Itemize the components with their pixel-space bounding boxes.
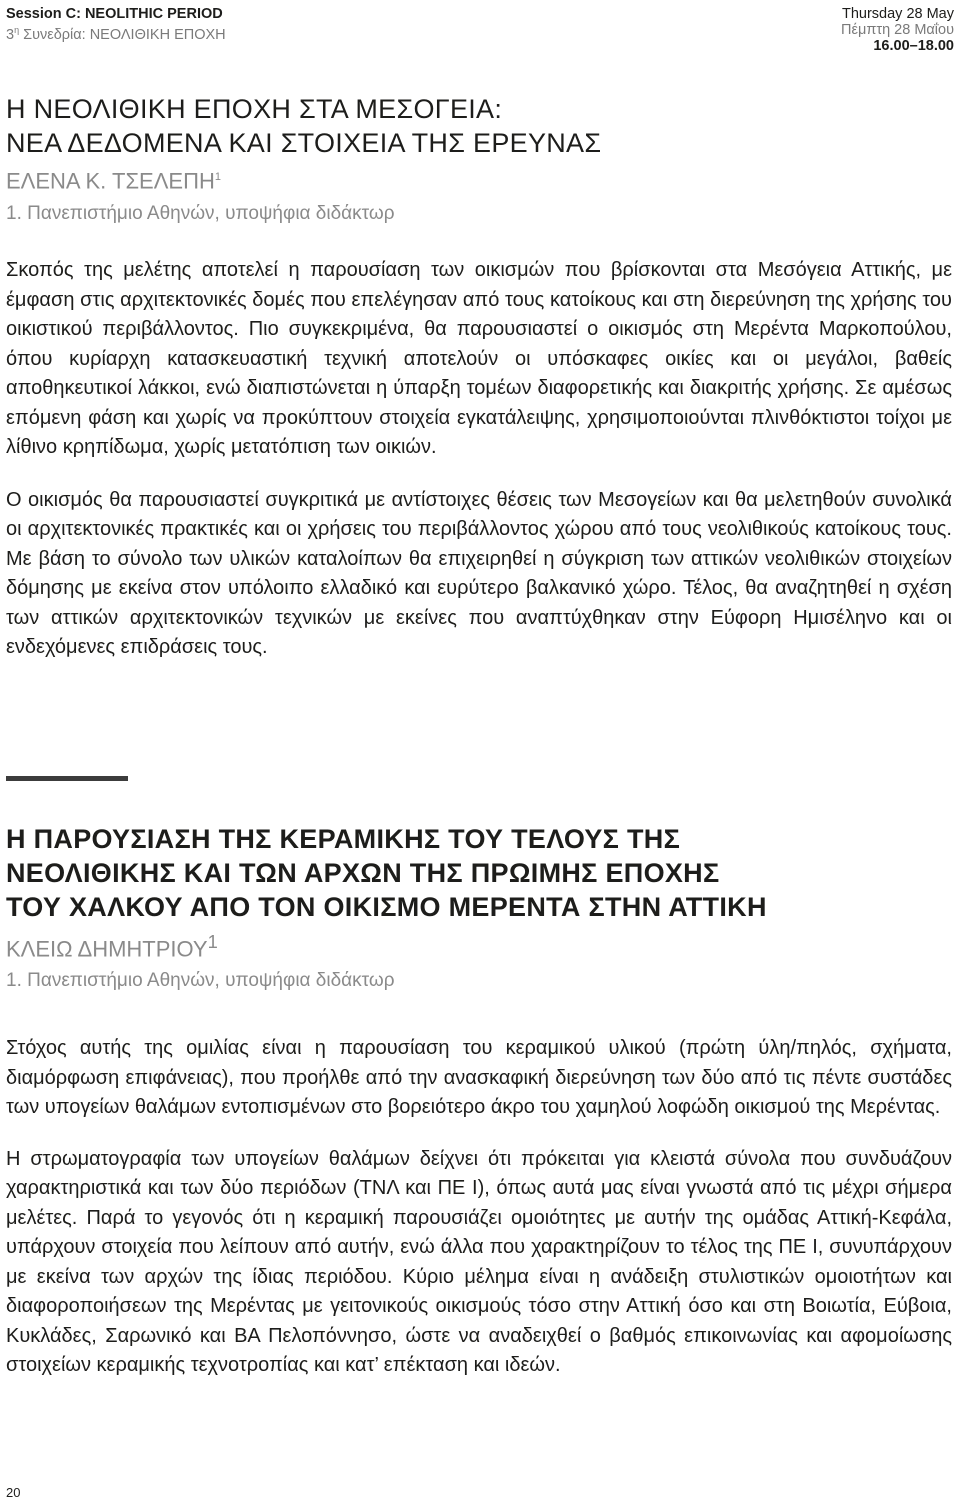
article-1-author-name: ΕΛΕΝΑ Κ. ΤΣΕΛΕΠΗ [6,168,215,194]
page-number: 20 [6,1485,21,1500]
session-number-sup: η [14,25,20,35]
session-label-gr [6,22,226,43]
article-2-title-line-3: ΤΟΥ ΧΑΛΚΟΥ ΑΠΟ ΤΟΝ ΟΙΚΙΣΜΟ ΜΕΡΕΝΤΑ ΣΤΗΝ ΑΤΤΙΚΗ [6,892,767,922]
article-1-paragraph-2: Ο οικισμός θα παρουσιαστεί συγκριτικά με αντίστοιχες θέσεις των Μεσογείων και θα μελετηθούν συνολικά οι αρχιτεκτονικές πρακτικές και οι χρήσεις του περιβάλλοντος χώρου από τους νεολιθικούς κατοίκους τους. Με βάση το σύνολο των υλικών καταλοίπων θα επιχειρηθεί η σύγκριση των αττικών νεολιθικών στοιχείων δόμησης με εκείνα στον υπόλοιπο ελλαδικό και ευρύτερο βαλκανικό χώρο. Τέλος, θα αναζητηθεί η σχέση των αττικών αρχιτεκτονικών τεχνικών με εκείνες που αναπτύχθηκαν στην Εύφορη Ημισέληνο και οι ενδεχόμενες επιδράσεις τους. [6,488,952,659]
page-header [6,0,954,58]
session-info [6,6,226,43]
article-1-paragraph-1: Σκοπός της μελέτης αποτελεί η παρουσίαση των οικισμών που βρίσκονται στα Μεσόγεια Αττικής, με έμφαση στις αρχιτεκτονικές δομές που επελέγησαν από τους κατοίκους και στη διερεύνηση της χρήσης του οικιστικού περιβάλλοντος. Πιο συγκεκριμένα, θα παρουσιαστεί ο οικισμός στη Μερέντα Μαρκοπούλου, όπου κυρίαρχη κατασκευαστική τεχνική αποτελούν οι υπόσκαφες οικίες και οι μεγάλοι, βαθείς αποθηκευτικοί λάκκοι, ενώ διαπιστώνεται η ύπαρξη τομέων διαφορετικής και διακριτής χρήσης. Σε αμέσως επόμενη φάση και χωρίς να προκύπτουν στοιχεία εγκατάλειψης, χρησιμοποιούνται πλινθόκτιστοι τοίχοι με λίθινο κρηπίδωμα, χωρίς μετατόπιση των οικιών. [6,259,952,459]
session-title-gr: Συνεδρία: ΝΕΟΛΙΘΙΚΗ ΕΠΟΧΗ [19,26,226,43]
article-1 [6,92,952,663]
date-info [841,6,954,54]
article-1-affiliation: 1. Πανεπιστήμιο Αθηνών, υποψήφια διδάκτωρ [6,203,395,225]
session-number: 3 [6,26,15,43]
article-1-author-sup: 1 [214,171,221,183]
article-2-title [6,822,952,924]
date-en: Thursday 28 May [841,6,954,22]
article-2 [6,822,952,1381]
article-1-title [6,92,952,160]
date-gr: Πέμπτη 28 Μαΐου [841,22,954,38]
section-divider [6,776,128,781]
article-2-author-name: ΚΛΕΙΩ ΔΗΜΗΤΡΙΟΥ [6,936,208,962]
article-2-affiliation: 1. Πανεπιστήμιο Αθηνών, υποψήφια διδάκτωρ [6,970,395,992]
time-range: 16.00–18.00 [873,38,954,54]
article-1-title-line-1: Η ΝΕΟΛΙΘΙΚΗ ΕΠΟΧΗ ΣΤΑ ΜΕΣΟΓΕΙΑ: [6,94,503,124]
article-1-title-line-2: ΝΕΑ ΔΕΔΟΜΕΝΑ ΚΑΙ ΣΤΟΙΧΕΙΑ ΤΗΣ ΕΡΕΥΝΑΣ [6,128,602,158]
article-2-paragraph-1: Στόχος αυτής της ομιλίας είναι η παρουσίαση του κεραμικού υλικού (πρώτη ύλη/πηλός, σχήματα, διαμόρφωση επιφάνειας), που προήλθε από την ανασκαφική διερεύνηση των δύο από τις πέντε συστάδες των υπογείων θαλάμων εντοπισμένων στο βορειότερο άκρο του χαμηλού λοφώδη οικισμού της Μερέντας. [6,1037,952,1119]
article-2-author-sup: 1 [207,931,218,952]
article-2-title-line-1: Η ΠΑΡΟΥΣΙΑΣΗ ΤΗΣ ΚΕΡΑΜΙΚΗΣ ΤΟΥ ΤΕΛΟΥΣ ΤΗΣ [6,824,681,854]
article-2-paragraph-2: Η στρωματογραφία των υπογείων θαλάμων δείχνει ότι πρόκειται για κλειστά σύνολα που συνδυάζουν χαρακτηριστικά και των δύο περιόδων (ΤΝΛ και ΠΕ Ι), όπως αυτά μας είναι γνωστά από τις μέχρι σήμερα μελέτες. Παρά το γεγονός ότι η κεραμική παρουσιάζει ομοιότητες με αυτήν της ομάδας Αττική-Κεφάλα, υπάρχουν στοιχεία που λείπουν από αυτήν, ενώ άλλα που χαρακτηρίζουν το τέλος της ΠΕ Ι, συνυπάρχουν με εκείνα των αρχών της ίδιας περιόδου. Κύριο μέλημα είναι η ανάδειξη στυλιστικών ομοιοτήτων και διαφοροποιήσεων της Μερέντας με γειτονικούς οικισμούς τόσο στην Αττική όσο και στη Βοιωτία, Εύβοια, Κυκλάδες, Σαρωνικό και ΒΑ Πελοπόννησο, ώστε να αναδειχθεί ο βαθμός επικοινωνίας και αφομοίωσης στοιχείων κεραμικής τεχνοτροπίας και κατ’ επέκταση και ιδεών. [6,1147,952,1377]
article-1-author [6,162,952,196]
article-2-author [6,927,952,964]
article-2-title-line-2: ΝΕΟΛΙΘΙΚΗΣ ΚΑΙ ΤΩΝ ΑΡΧΩΝ ΤΗΣ ΠΡΩΙΜΗΣ ΕΠΟΧΗΣ [6,858,720,888]
session-label-en: Session C: NEOLITHIC PERIOD [6,6,223,22]
